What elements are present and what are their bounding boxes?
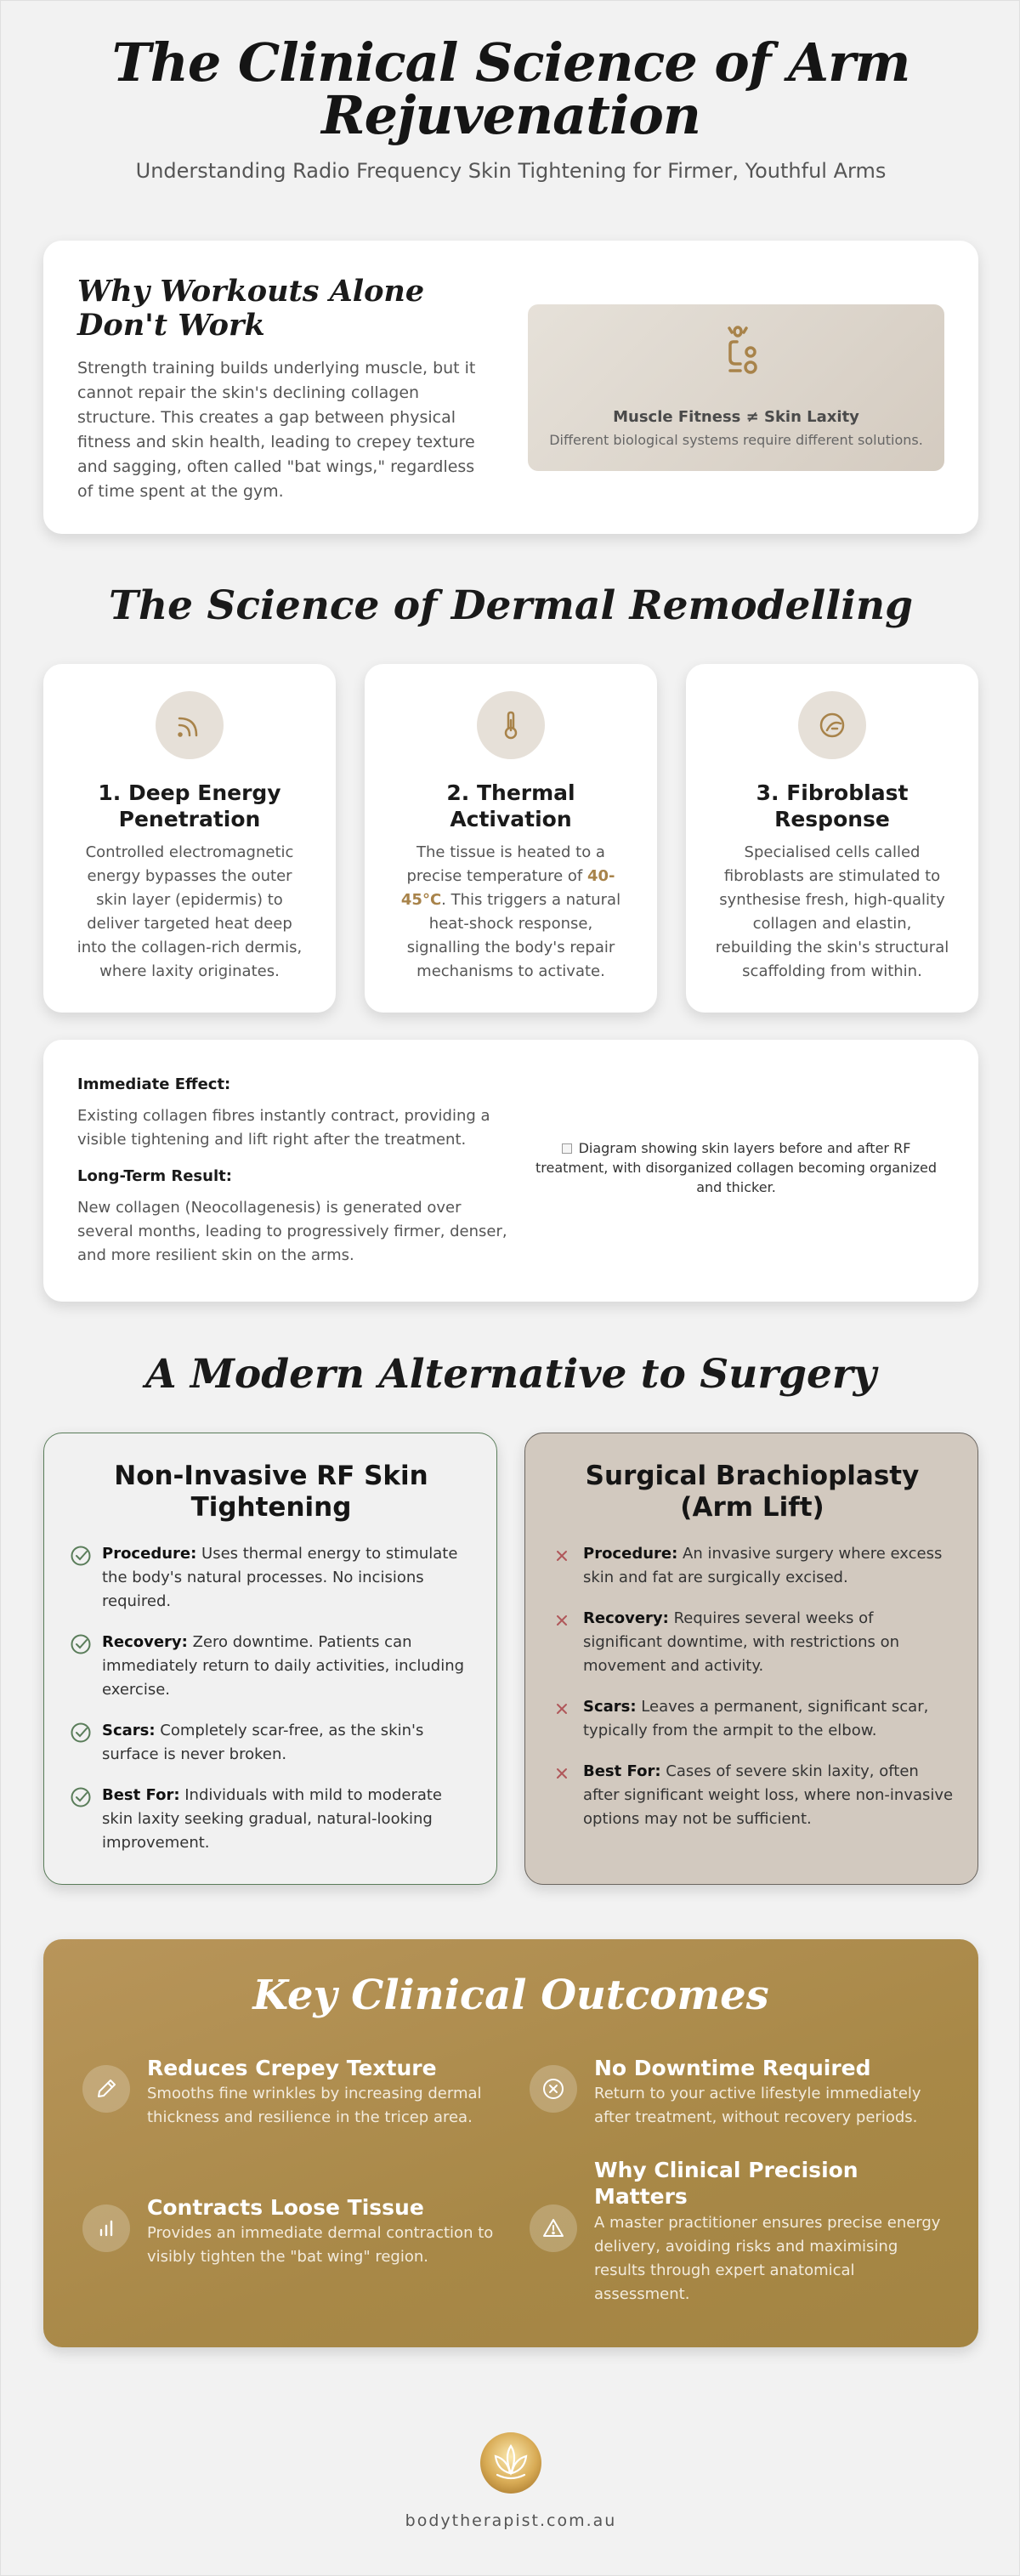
rf-tightening-title: Non-Invasive RF Skin Tightening xyxy=(114,1461,428,1523)
rf-item-text xyxy=(102,1542,476,1614)
why-workouts-text: Strength training builds underlying muscle, but it cannot repair the skin's declining collagen structure. This creates a gap between physical fitness and skin health, leading to crepey texture and sagging, often called "bat wings," regardless of time spent at the gym. xyxy=(77,359,476,501)
long-term-result-label: Long-Term Result: xyxy=(77,1167,232,1185)
cross-icon xyxy=(551,1762,573,1784)
thermal-text-start: The tissue is heated to a precise temperature of xyxy=(406,843,605,885)
rf-item-label: Scars: xyxy=(102,1722,156,1739)
outcome-title: Reduces Crepey Texture xyxy=(147,2056,437,2080)
page-title: The Clinical Science of Arm Rejuvenation xyxy=(111,31,910,146)
outcome-icon-circle xyxy=(82,2065,130,2113)
outcome-icon-circle xyxy=(82,2204,130,2252)
clinical-outcomes-section xyxy=(43,1939,978,2347)
muscle-vs-skin-subtitle: Different biological systems require different solutions. xyxy=(549,432,923,448)
check-circle-icon xyxy=(70,1545,92,1567)
rf-item-label: Procedure: xyxy=(102,1545,197,1563)
rf-item-body: Completely scar-free, as the skin's surface is never broken. xyxy=(102,1722,424,1763)
bar-chart-icon xyxy=(94,2216,118,2240)
outcome-text: Provides an immediate dermal contraction to visibly tighten the "bat wing" region. xyxy=(147,2224,494,2266)
science-card-fibroblast xyxy=(686,664,978,1013)
outcome-icon-circle xyxy=(530,2065,577,2113)
science-icon-circle xyxy=(156,691,224,759)
check-circle-icon xyxy=(70,1633,92,1655)
rf-item-text xyxy=(102,1784,476,1855)
surgery-item-label: Procedure: xyxy=(583,1545,678,1563)
surgery-item-text xyxy=(583,1607,957,1678)
signal-waves-icon xyxy=(173,708,207,742)
cross-icon xyxy=(551,1545,573,1567)
outcome-text: Smooths fine wrinkles by increasing dermal thickness and resilience in the tricep area. xyxy=(147,2085,482,2126)
outcome-text: Return to your active lifestyle immediately after treatment, without recovery periods. xyxy=(594,2085,921,2126)
temperature-highlight: 40-45°C xyxy=(400,867,615,909)
science-card-title: 1. Deep Energy Penetration xyxy=(98,780,281,831)
skin-layers-diagram xyxy=(532,1138,940,1197)
outcome-title: Contracts Loose Tissue xyxy=(147,2195,424,2220)
check-circle-icon xyxy=(70,1786,92,1808)
rf-item-text xyxy=(102,1631,476,1702)
long-term-result-text: New collagen (Neocollagenesis) is generated over several months, leading to progressively firmer, denser, and more resilient skin on the arms. xyxy=(77,1199,507,1264)
science-card-text: Specialised cells called fibroblasts are stimulated to synthesise fresh, high-quality collagen and elastin, rebuilding the skin's structural scaffolding from within. xyxy=(715,843,949,980)
comparison-heading: A Modern Alternative to Surgery xyxy=(145,1351,876,1398)
outcome-clinical-precision xyxy=(530,2157,946,2310)
outcome-title: Why Clinical Precision Matters xyxy=(594,2158,858,2209)
muscle-vs-skin-box xyxy=(528,304,944,471)
surgery-item-body: Cases of severe skin laxity, often after significant weight loss, where non-invasive options may not be sufficient. xyxy=(583,1762,954,1828)
immediate-effect-text: Existing collagen fibres instantly contract, providing a visible tightening and lift right after the treatment. xyxy=(77,1107,490,1149)
immediate-effect-label: Immediate Effect: xyxy=(77,1075,231,1093)
science-card-text: Controlled electromagnetic energy bypasses the outer skin layer (epidermis) to deliver targeted heat deep into the collagen-rich dermis, where laxity originates. xyxy=(76,843,303,980)
broken-image-icon xyxy=(562,1143,572,1154)
diagram-alt-text: Diagram showing skin layers before and after RF treatment, with disorganized collagen becoming organized and thicker. xyxy=(535,1140,938,1195)
surgery-item-text xyxy=(583,1695,957,1743)
surgery-item-body: Requires several weeks of significant downtime, with restrictions on movement and activity. xyxy=(583,1609,900,1675)
outcome-crepey-texture xyxy=(82,2055,499,2131)
pencil-icon xyxy=(94,2077,118,2101)
rf-item-body: Individuals with mild to moderate skin laxity seeking gradual, natural-looking improvement. xyxy=(102,1786,443,1852)
no-clock-icon xyxy=(541,2077,565,2101)
rf-item-text xyxy=(102,1719,476,1767)
surgery-item-text xyxy=(583,1760,957,1831)
thermometer-icon xyxy=(494,708,528,742)
science-icon-circle xyxy=(477,691,545,759)
muscle-vs-skin-title: Muscle Fitness ≠ Skin Laxity xyxy=(613,408,859,426)
science-card-text xyxy=(394,841,628,984)
why-workouts-title: Why Workouts Alone Don't Work xyxy=(77,274,425,343)
rf-item-label: Recovery: xyxy=(102,1633,188,1651)
science-card-title: 2. Thermal Activation xyxy=(446,780,575,831)
rf-item-body: Uses thermal energy to stimulate the body's natural processes. No incisions required. xyxy=(102,1545,458,1610)
surgical-brachioplasty-title: Surgical Brachioplasty (Arm Lift) xyxy=(585,1461,920,1523)
science-card-thermal xyxy=(365,664,657,1013)
surgery-item-label: Best For: xyxy=(583,1762,661,1780)
science-icon-circle xyxy=(798,691,866,759)
cross-icon xyxy=(551,1609,573,1631)
rf-tightening-card xyxy=(43,1433,497,1885)
check-circle-icon xyxy=(70,1722,92,1744)
thermal-text-end: . This triggers a natural heat-shock response, signalling the body's repair mechanisms to activate. xyxy=(406,891,621,980)
surgery-item-body: Leaves a permanent, significant scar, typically from the armpit to the elbow. xyxy=(583,1698,929,1739)
outcome-icon-circle xyxy=(530,2204,577,2252)
surgery-item-label: Recovery: xyxy=(583,1609,669,1627)
surgery-item-body: An invasive surgery where excess skin and fat are surgically excised. xyxy=(583,1545,943,1586)
surgical-brachioplasty-card xyxy=(524,1433,978,1885)
rf-item-body: Zero downtime. Patients can immediately return to daily activities, including exercise. xyxy=(102,1633,465,1699)
outcome-loose-tissue xyxy=(82,2194,499,2271)
outcome-text: A master practitioner ensures precise energy delivery, avoiding risks and maximising results through expert anatomical assessment. xyxy=(594,2214,941,2303)
science-heading: The Science of Dermal Remodelling xyxy=(109,582,913,629)
outcomes-heading: Key Clinical Outcomes xyxy=(252,1972,769,2019)
lotus-logo-icon xyxy=(479,2431,543,2495)
warning-icon xyxy=(541,2216,565,2240)
science-card-energy xyxy=(43,664,336,1013)
page-subtitle: Understanding Radio Frequency Skin Tightening for Firmer, Youthful Arms xyxy=(135,159,887,183)
why-workouts-card xyxy=(43,241,978,534)
effects-card xyxy=(43,1040,978,1302)
rf-item-label: Best For: xyxy=(102,1786,180,1804)
outcome-no-downtime xyxy=(530,2055,946,2131)
surgery-item-text xyxy=(583,1542,957,1590)
science-card-title: 3. Fibroblast Response xyxy=(756,780,909,831)
weightlifter-icon xyxy=(715,323,762,383)
cell-icon xyxy=(815,708,849,742)
outcome-title: No Downtime Required xyxy=(594,2056,871,2080)
surgery-item-label: Scars: xyxy=(583,1698,637,1716)
cross-icon xyxy=(551,1698,573,1720)
footer-website: bodytherapist.com.au xyxy=(405,2511,617,2530)
